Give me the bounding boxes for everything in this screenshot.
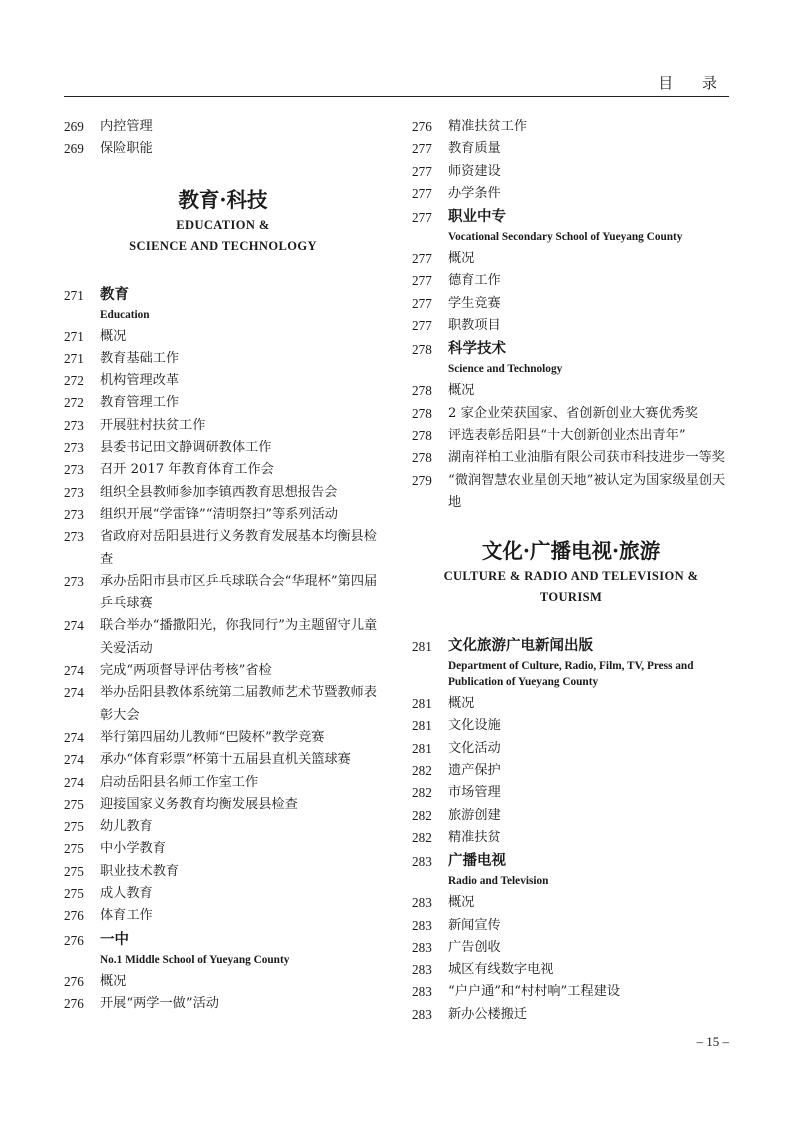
entry-title: 联合举办“播撒阳光，你我同行”为主题留守儿童关爱活动 xyxy=(100,618,378,656)
section-title-en: TOURISM xyxy=(539,590,603,605)
section-title: 教育·科技 xyxy=(178,187,268,212)
toc-entry[interactable] xyxy=(64,615,382,660)
toc-entry[interactable] xyxy=(412,693,730,715)
toc-entry[interactable] xyxy=(64,861,382,883)
page-ref: 283 xyxy=(412,895,432,911)
entry-title: 旅游创建 xyxy=(448,807,501,823)
toc-list xyxy=(412,693,730,849)
page-ref: 275 xyxy=(64,863,84,879)
entry-title: 学生竞赛 xyxy=(448,295,501,311)
entry-title: 城区有线数字电视 xyxy=(448,962,554,978)
section-title-en: CULTURE & RADIO AND TELEVISION & xyxy=(443,569,699,584)
toc-entry[interactable] xyxy=(412,827,730,849)
entry-title: 概况 xyxy=(448,251,475,267)
page-ref: 277 xyxy=(412,185,432,201)
toc-list xyxy=(412,380,730,514)
page-ref: 281 xyxy=(412,740,432,756)
toc-entry[interactable] xyxy=(412,138,730,160)
category-title: 教育 xyxy=(100,286,129,303)
toc-entry[interactable] xyxy=(412,183,730,205)
entry-title: 精准扶贫 xyxy=(448,829,501,845)
toc-entry[interactable] xyxy=(64,794,382,816)
toc-entry[interactable] xyxy=(412,403,730,425)
page-ref: 281 xyxy=(412,639,432,655)
toc-entry[interactable] xyxy=(64,326,382,348)
toc-entry[interactable] xyxy=(64,392,382,414)
toc-list xyxy=(412,248,730,337)
page-ref: 278 xyxy=(412,450,432,466)
entry-title: 中小学教育 xyxy=(100,841,166,857)
entry-title: 教育基础工作 xyxy=(100,350,180,366)
category-title: 广播电视 xyxy=(448,853,506,870)
page-ref: 269 xyxy=(64,141,84,157)
toc-entry[interactable] xyxy=(64,370,382,392)
page-ref: 281 xyxy=(412,696,432,712)
entry-title: “户户通”和“村村响”工程建设 xyxy=(448,984,621,1000)
toc-entry[interactable] xyxy=(412,270,730,292)
page-ref: 274 xyxy=(64,774,84,790)
page-ref: 276 xyxy=(64,973,84,989)
page-ref: 273 xyxy=(64,462,84,478)
entry-title: 开展驻村扶贫工作 xyxy=(100,417,206,433)
category-title-en: Science and Technology xyxy=(448,363,563,376)
entry-title: 文化活动 xyxy=(448,740,501,756)
header-divider xyxy=(64,96,729,97)
entry-title: 概况 xyxy=(448,696,475,712)
entry-title: 概况 xyxy=(448,383,475,399)
entry-title: 召开 2017 年教育体育工作会 xyxy=(100,462,274,478)
toc-list xyxy=(412,116,730,205)
page-header-title: 目 录 xyxy=(658,74,729,92)
page-ref: 283 xyxy=(412,854,432,870)
entry-title: 机构管理改革 xyxy=(100,373,180,389)
entry-title: 成人教育 xyxy=(100,886,153,902)
toc-entry[interactable] xyxy=(64,971,382,993)
entry-title: 启动岳阳县名师工作室工作 xyxy=(100,774,259,790)
toc-entry[interactable] xyxy=(412,315,730,337)
page-ref: 277 xyxy=(412,251,432,267)
page-ref: 277 xyxy=(412,273,432,289)
toc-entry[interactable] xyxy=(64,682,382,727)
entry-title: 迎接国家义务教育均衡发展县检查 xyxy=(100,796,298,812)
page-ref: 273 xyxy=(64,417,84,433)
toc-list xyxy=(64,326,382,928)
entry-title: 承办“体育彩票”杯第十五届县直机关篮球赛 xyxy=(100,752,351,768)
entry-title: 精准扶贫工作 xyxy=(448,119,528,134)
toc-entry[interactable] xyxy=(64,415,382,437)
toc-entry[interactable] xyxy=(412,380,730,402)
toc-entry[interactable] xyxy=(412,447,730,469)
toc-entry[interactable] xyxy=(64,348,382,370)
entry-title: “微润智慧农业星创天地”被认定为国家级星创天地 xyxy=(448,472,726,510)
entry-title: 概况 xyxy=(100,973,127,989)
category-title: 一中 xyxy=(100,931,129,948)
toc-entry[interactable] xyxy=(64,816,382,838)
toc-entry[interactable] xyxy=(412,715,730,737)
toc-entry[interactable] xyxy=(64,116,382,138)
category-title-en: No.1 Middle School of Yueyang County xyxy=(100,953,290,966)
category-title: 科学技术 xyxy=(448,341,506,358)
toc-category[interactable] xyxy=(412,635,730,658)
toc-list xyxy=(64,971,382,1016)
toc-entry[interactable] xyxy=(64,571,382,616)
entry-title: 体育工作 xyxy=(100,908,153,924)
entry-title: 市场管理 xyxy=(448,785,501,801)
page-ref: 277 xyxy=(412,295,432,311)
entry-title: 办学条件 xyxy=(448,185,501,201)
toc-entry[interactable] xyxy=(412,161,730,183)
page-ref: 275 xyxy=(64,819,84,835)
toc-entry[interactable] xyxy=(64,459,382,481)
toc-entry[interactable] xyxy=(412,981,730,1003)
entry-title: 新闻宣传 xyxy=(448,917,501,933)
toc-entry[interactable] xyxy=(412,782,730,804)
entry-title: 省政府对岳阳县进行义务教育发展基本均衡县检查 xyxy=(100,529,377,567)
toc-entry[interactable] xyxy=(412,116,730,138)
toc-entry[interactable] xyxy=(64,772,382,794)
page-ref: 276 xyxy=(64,908,84,924)
entry-title: 内控管理 xyxy=(100,119,153,134)
page-ref: 275 xyxy=(64,841,84,857)
toc-entry[interactable] xyxy=(64,727,382,749)
toc-left-column xyxy=(64,116,382,1015)
page-ref: 278 xyxy=(412,405,432,421)
page-ref: 276 xyxy=(64,932,84,948)
page-ref: 276 xyxy=(412,119,432,134)
toc-entry[interactable] xyxy=(412,1004,730,1026)
entry-title: 组织开展“学雷锋”“清明祭扫”等系列活动 xyxy=(100,506,338,522)
entry-title: 组织全县教师参加李镇西教育思想报告会 xyxy=(100,484,338,500)
page-ref: 278 xyxy=(412,427,432,443)
entry-title: 新办公楼搬迁 xyxy=(448,1006,528,1022)
page-ref: 273 xyxy=(64,529,84,545)
toc-entry[interactable] xyxy=(64,838,382,860)
page-ref: 273 xyxy=(64,506,84,522)
toc-entry[interactable] xyxy=(412,805,730,827)
toc-entry[interactable] xyxy=(64,504,382,526)
page-ref: 271 xyxy=(64,350,84,366)
page-ref: 283 xyxy=(412,939,432,955)
entry-title: 概况 xyxy=(448,895,475,911)
toc-entry[interactable] xyxy=(64,482,382,504)
toc-list xyxy=(412,892,730,1026)
toc-category[interactable] xyxy=(412,850,730,873)
category-title-en: Education xyxy=(100,308,150,321)
entry-title: 遗产保护 xyxy=(448,763,501,779)
toc-entry[interactable] xyxy=(412,738,730,760)
page-ref: 277 xyxy=(412,210,432,226)
entry-title: 职教项目 xyxy=(448,318,501,334)
page-ref: 283 xyxy=(412,962,432,978)
entry-title: 湖南祥柏工业油脂有限公司获市科技进步一等奖 xyxy=(448,450,725,466)
category-title: 文化旅游广电新闻出版 xyxy=(448,638,593,655)
page-ref: 278 xyxy=(412,383,432,399)
section-title-en: SCIENCE AND TECHNOLOGY xyxy=(129,238,317,253)
toc-category[interactable] xyxy=(64,929,382,952)
page-ref: 274 xyxy=(64,729,84,745)
toc-entry[interactable] xyxy=(412,760,730,782)
page-ref: 273 xyxy=(64,440,84,456)
page-ref: 271 xyxy=(64,328,84,344)
page-ref: 274 xyxy=(64,663,84,679)
page-ref: 271 xyxy=(64,287,84,303)
entry-title: 德育工作 xyxy=(448,273,501,289)
page-ref: 274 xyxy=(64,685,84,701)
page-ref: 274 xyxy=(64,618,84,634)
page-ref: 275 xyxy=(64,886,84,902)
toc-entry[interactable] xyxy=(64,660,382,682)
toc-entry[interactable] xyxy=(64,883,382,905)
page-ref: 274 xyxy=(64,752,84,768)
entry-title: 保险职能 xyxy=(100,141,153,157)
page-ref: 269 xyxy=(64,119,84,134)
category-title-en: Radio and Television xyxy=(448,875,549,888)
toc-entry[interactable] xyxy=(64,138,382,160)
toc-entry[interactable] xyxy=(64,749,382,771)
toc-entry[interactable] xyxy=(412,425,730,447)
category-title-en: Vocational Secondary School of Yueyang County xyxy=(448,231,683,244)
entry-title: 举行第四届幼儿教师“巴陵杯”教学竞赛 xyxy=(100,729,325,745)
page-ref: 272 xyxy=(64,395,84,411)
page-ref: 282 xyxy=(412,785,432,801)
page-ref: 277 xyxy=(412,163,432,179)
page-ref: 282 xyxy=(412,763,432,779)
page-ref: 273 xyxy=(64,484,84,500)
page-ref: 272 xyxy=(64,373,84,389)
page-ref: 277 xyxy=(412,141,432,157)
entry-title: 评选表彰岳阳县“十大创新创业杰出青年” xyxy=(448,427,686,443)
toc-right-column xyxy=(412,116,730,1026)
toc-entry[interactable] xyxy=(412,959,730,981)
section-title: 文化·广播电视·旅游 xyxy=(481,539,661,564)
page-ref: 283 xyxy=(412,1006,432,1022)
toc-entry[interactable] xyxy=(412,937,730,959)
entry-title: 完成“两项督导评估考核”省检 xyxy=(100,663,272,679)
category-title-en: Department of Culture, Radio, Film, TV, Press and Publication of Yueyang County xyxy=(448,660,694,689)
page-ref: 273 xyxy=(64,573,84,589)
toc-category[interactable] xyxy=(64,284,382,307)
page-ref: 282 xyxy=(412,829,432,845)
toc-entry[interactable] xyxy=(412,915,730,937)
entry-title: 广告创收 xyxy=(448,939,501,955)
entry-title: 承办岳阳市县市区乒乓球联合会“华琨杯”第四届乒乓球赛 xyxy=(100,573,378,612)
page-ref: 277 xyxy=(412,318,432,334)
page-ref: 282 xyxy=(412,807,432,823)
toc-category[interactable] xyxy=(412,338,730,361)
entry-title: 职业技术教育 xyxy=(100,863,180,879)
entry-title: 教育质量 xyxy=(448,141,501,157)
toc-entry[interactable] xyxy=(412,248,730,270)
toc-entry[interactable] xyxy=(64,905,382,927)
toc-category[interactable] xyxy=(412,206,730,229)
entry-title: 举办岳阳县教体系统第二届教师艺术节暨教师表彰大会 xyxy=(100,685,377,723)
page-ref: 278 xyxy=(412,342,432,358)
page-ref: 283 xyxy=(412,984,432,1000)
entry-title: 师资建设 xyxy=(448,163,501,179)
page-ref: 279 xyxy=(412,472,432,488)
page-number: – 15 – xyxy=(696,1034,729,1049)
page-ref: 283 xyxy=(412,917,432,933)
section-title-en: EDUCATION & xyxy=(176,217,270,232)
entry-title: 幼儿教育 xyxy=(100,819,153,835)
category-title: 职业中专 xyxy=(448,209,506,226)
entry-title: 开展“两学一做”活动 xyxy=(100,995,219,1011)
toc-entry[interactable] xyxy=(412,470,730,515)
entry-title: 2 家企业荣获国家、省创新创业大赛优秀奖 xyxy=(448,405,698,421)
toc-list xyxy=(64,116,382,161)
toc-entry[interactable] xyxy=(64,993,382,1015)
toc-entry[interactable] xyxy=(64,526,382,571)
page-ref: 275 xyxy=(64,796,84,812)
page-ref: 281 xyxy=(412,718,432,734)
toc-entry[interactable] xyxy=(412,892,730,914)
entry-title: 概况 xyxy=(100,328,127,344)
entry-title: 文化设施 xyxy=(448,718,501,734)
toc-entry[interactable] xyxy=(64,437,382,459)
entry-title: 县委书记田文静调研教体工作 xyxy=(100,440,272,456)
page-ref: 276 xyxy=(64,995,84,1011)
toc-entry[interactable] xyxy=(412,293,730,315)
entry-title: 教育管理工作 xyxy=(100,395,180,411)
